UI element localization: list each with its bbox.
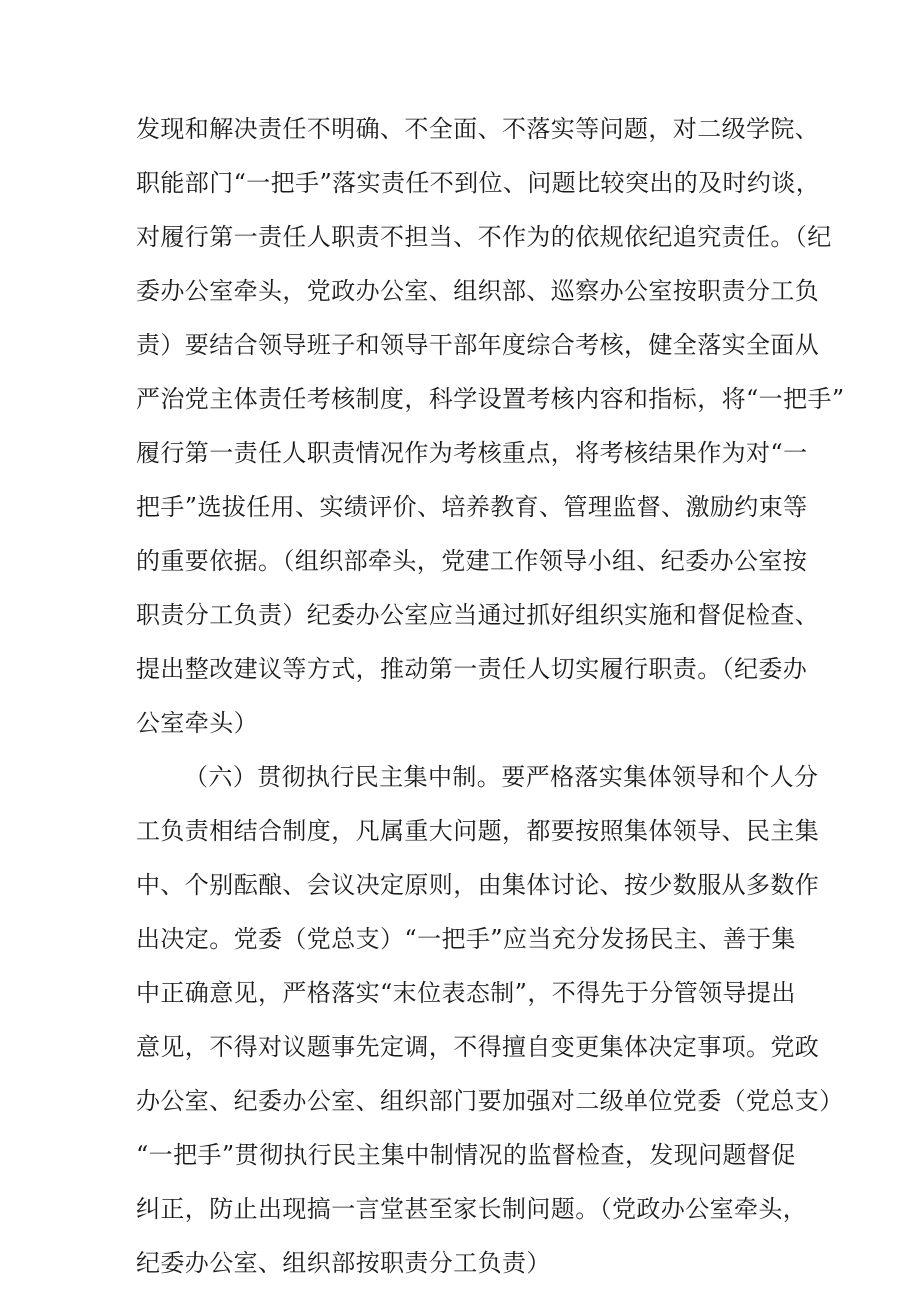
text-line: 工负责相结合制度，凡属重大问题，都要按照集体领导、民主集 <box>136 817 820 845</box>
text-line: 责）要结合领导班子和领导干部年度综合考核，健全落实全面从 <box>136 331 820 359</box>
text-line: 中、个别酝酿、会议决定原则，由集体讨论、按少数服从多数作 <box>136 871 820 899</box>
text-line: 中正确意见，严格落实“末位表态制”，不得先于分管领导提出 <box>136 979 796 1007</box>
text-line: 把手”选拔任用、实绩评价、培养教育、管理监督、激励约束等 <box>136 493 808 521</box>
text-line: 纠正，防止出现搞一言堂甚至家长制问题。（党政办公室牵头， <box>136 1195 808 1223</box>
text-line: 对履行第一责任人职责不担当、不作为的依规依纪追究责任。（纪 <box>136 223 832 251</box>
text-line: “一把手”贯彻执行民主集中制情况的监督检查，发现问题督促 <box>136 1141 796 1169</box>
text-line: 纪委办公室、组织部按职责分工负责） <box>136 1249 551 1277</box>
text-line: 履行第一责任人职责情况作为考核重点，将考核结果作为对“一 <box>136 439 808 467</box>
text-line: 办公室、纪委办公室、组织部门要加强对二级单位党委（党总支） <box>136 1087 844 1115</box>
text-line: 职责分工负责）纪委办公室应当通过抓好组织实施和督促检查、 <box>136 601 820 629</box>
text-line: 出决定。党委（党总支）“一把手”应当充分发扬民主、善于集 <box>136 925 796 953</box>
text-line: 严治党主体责任考核制度，科学设置考核内容和指标，将“一把手” <box>136 385 845 413</box>
text-line: 公室牵头） <box>136 709 258 737</box>
text-line: 委办公室牵头，党政办公室、组织部、巡察办公室按职责分工负 <box>136 277 820 305</box>
text-line: 的重要依据。（组织部牵头，党建工作领导小组、纪委办公室按 <box>136 547 808 575</box>
text-line: 职能部门“一把手”落实责任不到位、问题比较突出的及时约谈， <box>136 169 821 197</box>
text-line: 意见，不得对议题事先定调，不得擅自变更集体决定事项。党政 <box>136 1033 820 1061</box>
text-line: 提出整改建议等方式，推动第一责任人切实履行职责。（纪委办 <box>136 655 808 683</box>
paragraph-heading-line: （六）贯彻执行民主集中制。要严格落实集体领导和个人分 <box>184 763 819 791</box>
text-line: 发现和解决责任不明确、不全面、不落实等问题，对二级学院、 <box>136 115 820 143</box>
